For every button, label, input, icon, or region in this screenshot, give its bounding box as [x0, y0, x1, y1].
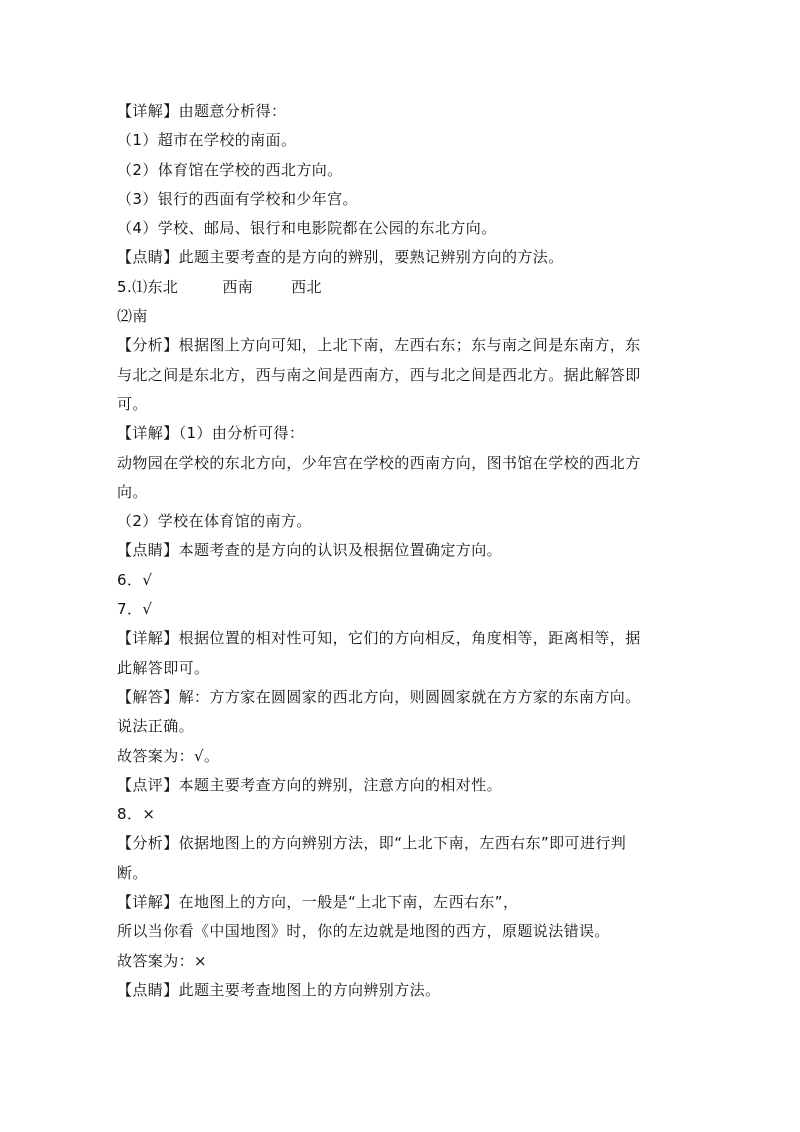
- text-line: 【详解】由题意分析得：: [117, 102, 287, 120]
- answer-part-2: 西南: [222, 277, 254, 296]
- text-line: 此解答即可。: [117, 658, 210, 677]
- text-line: 【分析】依据地图上的方向辨别方法，即“上北下南，左西右东”即可进行判: [117, 834, 627, 853]
- text-line: 与北之间是东北方，西与南之间是西南方，西与北之间是西北方。据此解答即: [117, 365, 641, 384]
- text-line: 【点评】本题主要考查方向的辨别，注意方向的相对性。: [117, 775, 503, 794]
- text-line: 向。: [117, 482, 148, 501]
- text-line: （3）银行的西面有学校和少年宫。: [117, 189, 358, 208]
- text-line: 【详解】在地图上的方向，一般是“上北下南，左西右东”，: [117, 893, 519, 912]
- question-6-answer: 6．√: [117, 570, 153, 589]
- answer-part-3: 西北: [291, 277, 322, 296]
- text-line: 【详解】根据位置的相对性可知，它们的方向相反，角度相等，距离相等，据: [117, 629, 641, 648]
- question-number: 5.: [117, 277, 133, 296]
- text-line: 【点睛】此题主要考查的是方向的辨别，要熟记辨别方向的方法。: [117, 248, 564, 267]
- text-line: 断。: [117, 863, 148, 882]
- text-line: 动物园在学校的东北方向，少年宫在学校的西南方向，图书馆在学校的西北方: [117, 453, 641, 472]
- text-line: 故答案为：×: [117, 951, 207, 970]
- answer-part-1: ⑴东北: [132, 277, 179, 296]
- text-line: 故答案为：√。: [117, 746, 220, 765]
- answer-content: [117, 97, 687, 1005]
- text-line: （1）超市在学校的南面。: [117, 131, 297, 150]
- text-line: （2）体育馆在学校的西北方向。: [117, 160, 343, 179]
- question-7-answer: 7．√: [117, 600, 153, 619]
- text-line: ⑵南: [117, 307, 148, 326]
- text-line: 可。: [117, 394, 148, 413]
- text-line: （2）学校在体育馆的南方。: [117, 512, 312, 531]
- question-8-answer: 8．×: [117, 805, 156, 824]
- text-line: （4）学校、邮局、银行和电影院都在公园的东北方向。: [117, 219, 497, 238]
- text-line: 【解答】解：方方家在圆圆家的西北方向，则圆圆家就在方方家的东南方向。: [117, 687, 641, 706]
- text-line: 【分析】根据图上方向可知，上北下南，左西右东；东与南之间是东南方，东: [117, 336, 641, 355]
- text-line: 所以当你看《中国地图》时，你的左边就是地图的西方，原题说法错误。: [117, 922, 610, 941]
- text-line: 【详解】（1）由分析可得：: [117, 424, 305, 443]
- text-line: 【点睛】本题考查的是方向的认识及根据位置确定方向。: [117, 541, 503, 560]
- text-line: 说法正确。: [117, 717, 195, 736]
- answer-5-line: [117, 273, 687, 302]
- text-line: 【点睛】此题主要考查地图上的方向辨别方法。: [117, 980, 441, 999]
